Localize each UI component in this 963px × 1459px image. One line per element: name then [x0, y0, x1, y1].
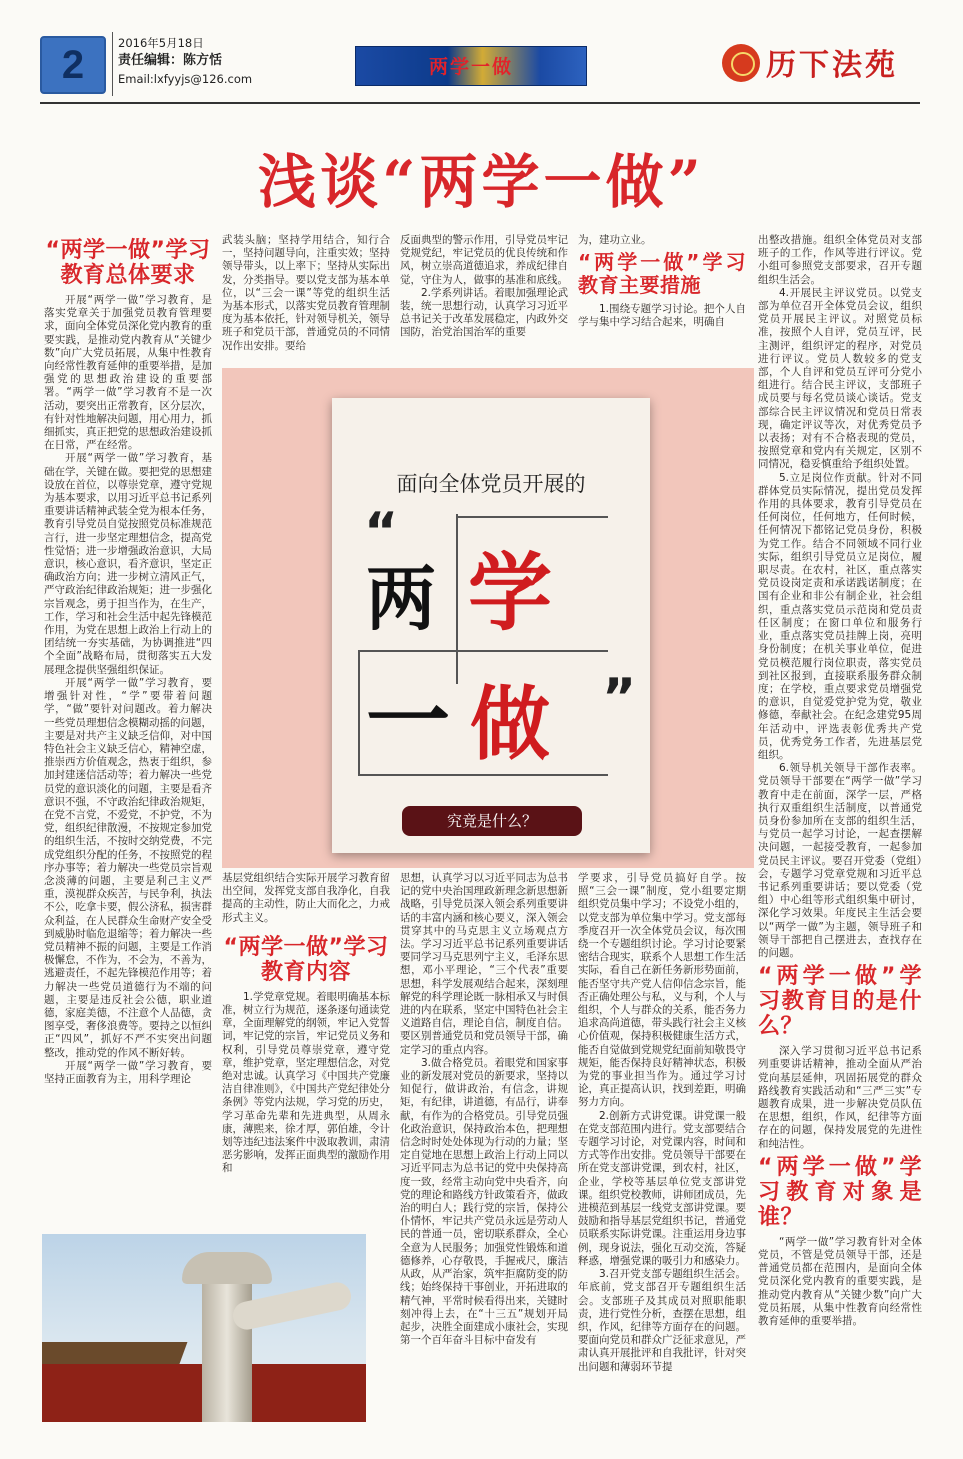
editor-name: 责任编辑：陈方恬 [118, 53, 223, 68]
column-banner [355, 46, 587, 86]
column-3-bottom [400, 872, 568, 1427]
column-2-bottom [222, 872, 390, 1222]
column-2-top [222, 234, 390, 364]
paragraph: 出整改措施。组织全体党员对支部班子的工作，作风等进行评议。党小组可参照党支部要求，召开专题组织生活会。 [758, 234, 922, 286]
column-4-bottom [578, 872, 746, 1427]
section-heading-content: “两学一做”学习教育内容 [223, 934, 389, 985]
paragraph: 武装头脑；坚持学用结合，知行合一，坚持问题导向，注重实效；坚持领导带头，以上率下；坚持从实际出发，分类指导。要以党支部为基本单位，以“三会一课”等党的组织生活为基本形式，以落实党员教育管理制度为基本依托，针对领导机关，领导班子和党员干部，普通党员的不同情况作出安排。要给 [222, 234, 390, 352]
paragraph: 开展“两学一做”学习教育，基础在学，关键在做。要把党的思想建设放在首位，以尊崇党章，遵守党规为基本要求，以用习近平总书记系列重要讲话精神武装全党为根本任务，教育引导党员自觉按照党员标准规范言行，进一步坚定理想信念，提高党性觉悟；进一步增强政治意识，大局意识，核心意识，看齐意识，坚定正确政治方向；进一步树立清风正气，严守政治纪律政治规矩；进一步强化宗旨观念，勇于担当作为，在生产，工作，学习和社会生活中起先锋模范作用，为党在思想上政治上行动上的团结统一夯实基础，为协调推进“四个全面”战略布局，贯彻落实五大发展理念提供坚强组织保证。 [44, 452, 212, 676]
editor-email: Email:lxfyyjs@126.com [118, 72, 253, 86]
paragraph: 开展“两学一做”学习教育，要坚持正面教育为主，用科学理论 [44, 1059, 212, 1085]
section-heading-purpose: “两学一做”学习教育目的是什么？ [758, 964, 922, 1040]
paragraph: 反面典型的警示作用，引导党员牢记党规党纪，牢记党员的优良传统和作风，树立崇高道德追求，养成纪律自觉，守住为人，做事的基准和底线。 [400, 234, 568, 286]
paragraph: 2.学系列讲话。着眼加强理论武装，统一思想行动，认真学习习近平总书记关于改革发展稳定，内政外交国防，治党治国治军的重要 [400, 286, 568, 339]
paragraph: 6.领导机关领导干部作表率。党员领导干部要在“两学一做”学习教育中走在前面，深学一层，严格执行双重组织生活制度，以普通党员身份参加所在支部的组织生活，与党员一起学习讨论，一起查摆解决问题，一起接受教育，一起参加党员民主评议。要召开党委（党组）会，专题学习党章党规和习近平总书记系列重要讲话；要以党委（党组）中心组等形式组织集中研讨，深化学习效果。年度民主生活会要以“两学一做”为主题，领导班子和领导干部把自己摆进去，查找存在的问题。 [758, 762, 922, 959]
poster-frame-line [358, 650, 608, 652]
poster-frame-line [456, 514, 458, 684]
banner-text: 两学一做 [428, 56, 513, 78]
poster-char-xue: 学 [468, 544, 553, 642]
poster-frame-line [456, 516, 608, 518]
paragraph: 学要求，引导党员搞好自学。按照“三会一课”制度，党小组要定期组织党员集中学习；不设党小组的，以党支部为单位集中学习。党支部每季度召开一次全体党员会议，每次围绕一个专题组织讨论。学习讨论要紧密结合现实，联系个人思想工作生活实际，看自己在新任务新形势面前，能否坚守共产党人信仰信念宗旨，能否正确处理公与私，义与利，个人与组织，个人与群众的关系，能否务力追求高尚道德，带头践行社会主义核心价值观，保持积极健康生活方式，能否自觉做到党规党纪面前知敬畏守规矩，能否保持良好精神状态，积极为党的事业担当作为。通过学习讨论，真正提高认识，找到差距，明确努力方向。 [578, 872, 746, 1109]
paragraph: 开展“两学一做”学习教育，要增强针对性，“学”要带着问题学，“做”要针对问题改。着力解决一些党员理想信念模糊动摇的问题，主要是对共产主义缺乏信仰，对中国特色社会主义缺乏信心，精神空虚，推崇西方价值观念，热衷于组织，参加封建迷信活动等；着力解决一些党员党的意识淡化的问题，主要是看齐意识不强，不守政治纪律政治规矩，在党不言党，不爱党，不护党，不为党，组织纪律散漫，不按规定参加党的组织生活，不按时交纳党费，不完成党组织分配的任务，不按照党的程序办事等；着力解决一些党员宗旨观念淡薄的问题，主要是利己主义严重，漠视群众疾苦，与民争利，执法不公，吃拿卡要，假公济私，损害群众利益，在人民群众生命财产安全受到威胁时临危退缩等；着力解决一些党员精神不振的问题，主要是工作消极懈怠，不作为，不会为，不善为，逃避责任，不起先锋模范作用等；着力解决一些党员道德行为不端的问题，主要是违反社会公德，职业道德，家庭美德，不注意个人品德，贪图享受，奢侈浪费等。要持之以恒纠正“四风”，抓好不严不实突出问题整改，推动党的作风不断好转。 [44, 676, 212, 1059]
header-rule [40, 102, 920, 104]
masthead: 历下法苑 [766, 48, 898, 83]
poster-char-liang: 两 [366, 558, 436, 640]
header-divider [112, 32, 113, 96]
page-number: 2 [61, 43, 85, 87]
poster-frame-line [358, 650, 360, 774]
paragraph: 1.围绕专题学习讨论。把个人自学与集中学习结合起来，明确自 [578, 303, 746, 329]
photo-pillar-cap [182, 1252, 272, 1284]
paragraph: 4.开展民主评议党员。以党支部为单位召开全体党员会议，组织党员开展民主评议。对照党员标准，按照个人自评，党员互评，民主测评，组织评定的程序，对党员进行评议。党员人数较多的党支部，个人自评和党员互评可分党小组进行。结合民主评议，支部班子成员要与每名党员谈心谈话。党支部综合民主评议情况和党员日常表现，确定评议等次，对优秀党员予以表扬；对有不合格表现的党员，按照党章和党内有关规定，区别不同情况，稳妥慎重给予组织处置。 [758, 286, 922, 471]
paragraph: 5.立足岗位作贡献。针对不同群体党员实际情况，提出党员发挥作用的具体要求，教育引导党员在任何岗位，任何地方，任何时候，任何情况下都铭记党员身份，积极为党工作。结合不同领域不同行业实际，组织引导党员立足岗位，履职尽责。在农村，社区，重点落实党员设岗定责和承诺践诺制度；在国有企业和非公有制企业，社会组织，重点落实党员示范岗和党员责任区制度；在窗口单位和服务行业，重点落实党员挂牌上岗，亮明身份制度；在机关事业单位，促进党员模范履行岗位职责，落实党员到社区报到，直接联系服务群众制度；在学校，重点要求党员增强党的意识，自觉爱党护党为党，敬业修德，奉献社会。在纪念建党95周年活动中，评选表彰优秀共产党员，优秀党务工作者，先进基层党组织。 [758, 471, 922, 761]
page-number-box [40, 36, 106, 94]
paragraph: 2.创新方式讲党课。讲党课一般在党支部范围内进行。党支部要结合专题学习讨论，对党课内容，时间和方式等作出安排。党员领导干部要在所在党支部讲党课，到农村，社区，企业，学校等基层单位党支部讲党课。组织党校教师，讲师团成员，先进模范到基层一线党支部讲党课。要鼓励和指导基层党组织书记，普通党员联系实际讲党课。注重运用身边事例，现身说法，强化互动交流，答疑释惑，增强党课的吸引力和感染力。 [578, 1109, 746, 1267]
poster-open-quote: “ [364, 502, 399, 562]
paragraph: 3.召开党支部专题组织生活会。年底前，党支部召开专题组织生活会。支部班子及其成员对照职能职责，进行党性分析，查摆在思想，组织，作风，纪律等方面存在的问题。要面向党员和群众广泛征求意见，严肃认真开展批评和自我批评，针对突出问题和薄弱环节提 [578, 1268, 746, 1373]
issue-date: 2016年5月18日 [118, 36, 204, 50]
paragraph: 为，建功立业。 [578, 234, 652, 246]
poster-char-yi: 一 [366, 672, 451, 770]
paragraph: 3.做合格党员。着眼党和国家事业的新发展对党员的新要求，坚持以知促行，做讲政治，有信念，讲规矩，有纪律，讲道德，有品行，讲奉献，有作为的合格党员。引导党员强化政治意识，保持政治本色，把理想信念时时处处体现为行动的力量；坚定自觉地在思想上政治上行动上同以习近平同志为总书记的党中央保持高度一致，经常主动向党中央看齐，向党的理论和路线方针政策看齐，做政治的明白人；践行党的宗旨，保持公仆情怀，牢记共产党员永远是劳动人民的普通一员，密切联系群众，全心全意为人民服务；加强党性锻炼和道德修养，心存敬畏，手握戒尺，廉洁从政，从严治家，筑牢拒腐防变的防线；始终保持干事创业，开拓进取的精气神，平常时候看得出来，关键时刻冲得上去，在“十三五”规划开局起步，决胜全面建成小康社会，实现第一个百年奋斗目标中奋发有 [400, 1056, 568, 1347]
paragraph: 基层党组织结合实际开展学习教育留出空间，发挥党支部自我净化，自我提高的主动性，防止大而化之，力戒形式主义。 [222, 872, 390, 924]
paragraph: 开展“两学一做”学习教育，是落实党章关于加强党员教育管理要求，面向全体党员深化党内教育的重要实践，是推动党内教育从“关键少数”向广大党员拓展，从集中性教育向经常性教育延伸的重要举措，是加强党的思想政治建设的重要部署。“两学一做”学习教育不是一次活动，要突出正常教育，区分层次，有针对性地解决问题，用心用力，抓细抓实，真正把党的思想政治建设抓在日常，严在经常。 [44, 294, 212, 452]
column-5 [758, 234, 922, 1426]
poster-question-badge: 究竟是什么？ [402, 806, 582, 836]
paragraph: 深入学习贯彻习近平总书记系列重要讲话精神，推动全面从严治党向基层延伸，巩固拓展党的群众路线教育实践活动和“三严三实”专题教育成果，进一步解决党员队伍在思想，组织，作风，纪律等方面存在的问题，保持发展党的先进性和纯洁性。 [758, 1045, 922, 1150]
paragraph: “两学一做”学习教育针对全体党员，不管是党员领导干部，还是普通党员都在范围内，是面向全体党员深化党内教育的重要实践，是推动党内教育从“关键少数”向广大党员拓展，从集中性教育向经常性教育延伸的重要举措。 [758, 1235, 922, 1328]
section-heading-audience: “两学一做”学习教育对象是谁？ [758, 1154, 922, 1230]
tiananmen-huabiao-photo [42, 1234, 366, 1422]
section-heading-measures: “两学一做”学习教育主要措施 [578, 250, 746, 298]
poster-illustration [222, 368, 754, 868]
photo-pillar [202, 1274, 252, 1422]
poster-heading: 面向全体党员开展的 [396, 472, 586, 496]
page-title: 浅谈“两学一做” [258, 148, 705, 216]
poster-close-quote: ” [602, 668, 637, 728]
paragraph: 1.学党章党规。着眼明确基本标准，树立行为规范，逐条逐句通读党章，全面理解党的纲领，牢记入党誓词，牢记党的宗旨，牢记党员义务和权利，引导党员尊崇党章，遵守党章，维护党章，坚定理想信念，对党绝对忠诚。认真学习《中国共产党廉洁自律准则》，《中国共产党纪律处分条例》等党内法规，学习党的历史，学习革命先辈和先进典型，从周永康，薄熙来，徐才厚，郭伯雄，令计划等违纪违法案件中汲取教训，肃清恶劣影响，发挥正面典型的激励作用和 [222, 990, 390, 1175]
court-emblem-icon [722, 44, 760, 82]
poster-card [332, 398, 650, 853]
header-info [118, 34, 252, 88]
section-heading-requirements: “两学一做”学习教育总体要求 [45, 238, 211, 288]
column-4-top [578, 234, 746, 364]
paragraph: 思想，认真学习以习近平同志为总书记的党中央治国理政新理念新思想新战略，引导党员深入领会系列重要讲话的丰富内涵和核心要义，深入领会贯穿其中的马克思主义立场观点方法。学习习近平总书记系列重要讲话要同学习马克思列宁主义，毛泽东思想，邓小平理论，“三个代表”重要思想，科学发展观结合起来，深刻理解党的科学理论既一脉相承又与时俱进的内在联系，坚定中国特色社会主义道路自信，理论自信，制度自信。要区别普通党员和党员领导干部，确定学习的重点内容。 [400, 872, 568, 1056]
column-1 [44, 234, 212, 1234]
poster-char-zuo: 做 [470, 678, 550, 771]
column-3-top [400, 234, 568, 364]
